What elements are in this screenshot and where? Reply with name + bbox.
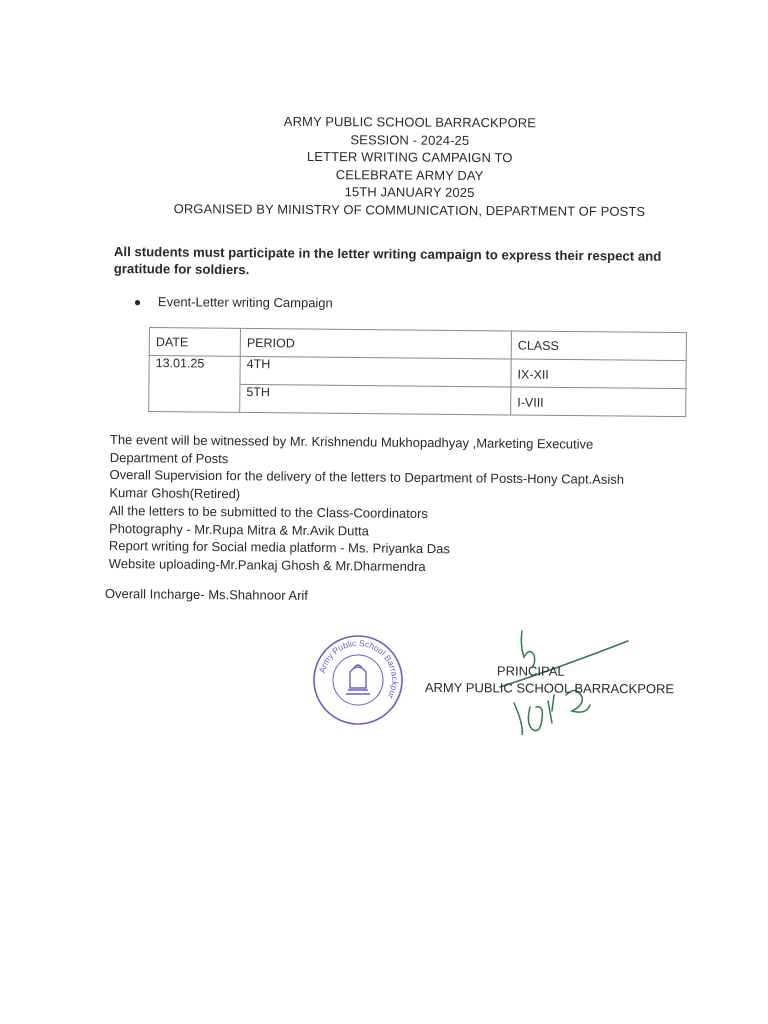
event-details (109, 431, 710, 578)
overall-incharge: Overall Incharge- Ms.Shahnoor Arif (104, 586, 309, 603)
table-cell-class: IX-XII (511, 359, 686, 389)
detail-line: Report writing for Social media platform - Ms. Priyanka Das (108, 538, 450, 557)
signature-block (425, 662, 674, 697)
table-cell-date: 13.01.25 (149, 356, 240, 385)
header-celebration: CELEBRATE ARMY DAY (335, 166, 484, 183)
detail-line: Overall Supervision for the delivery of the letters to Department of Posts-Hony Capt.Asish (109, 467, 625, 488)
bullet-dot-icon: ● (133, 294, 142, 310)
table-cell-period: 5TH (240, 384, 511, 415)
detail-line: Website uploading-Mr.Pankaj Ghosh & Mr.Dharmendra (108, 555, 426, 574)
header-campaign-title: LETTER WRITING CAMPAIGN TO (306, 148, 513, 166)
event-bullet (134, 294, 333, 310)
school-seal-icon (310, 632, 406, 728)
header-session: SESSION - 2024-25 (350, 131, 470, 148)
header-school-name: ARMY PUBLIC SCHOOL BARRACKPORE (283, 113, 537, 131)
table-cell-date (149, 384, 240, 413)
principal-school: ARMY PUBLIC SCHOOL BARRACKPORE (424, 679, 675, 697)
table-header-date: DATE (149, 328, 240, 357)
header-date: 15TH JANUARY 2025 (344, 184, 475, 200)
event-bullet-text: Event-Letter writing Campaign (157, 294, 333, 311)
principal-title: PRINCIPAL (496, 663, 565, 679)
document-header (149, 112, 670, 220)
table-header-class: CLASS (511, 331, 686, 361)
table-header-period: PERIOD (240, 328, 511, 359)
intro-paragraph: All students must participate in the letter writing campaign to express their respect and gratitude for soldiers. (113, 243, 662, 278)
table-row (149, 384, 686, 417)
detail-line: Photography - Mr.Rupa Mitra & Mr.Avik Dutta (108, 520, 370, 539)
detail-line: The event will be witnessed by Mr. Krishnendu Mukhopadhyay ,Marketing Executive (109, 431, 594, 452)
header-organiser: ORGANISED BY MINISTRY OF COMMUNICATION, DEPARTMENT OF POSTS (173, 200, 646, 219)
table-cell-class: I-VIII (511, 387, 686, 417)
table-cell-period: 4TH (240, 356, 511, 387)
detail-line: Kumar Ghosh(Retired) (109, 485, 241, 502)
detail-line: All the letters to be submitted to the Class-Coordinators (109, 502, 428, 521)
svg-text:Army Public School Barrackpur: Army Public School Barrackpur (316, 637, 401, 701)
detail-line: Department of Posts (109, 449, 229, 466)
schedule-table (148, 327, 687, 417)
